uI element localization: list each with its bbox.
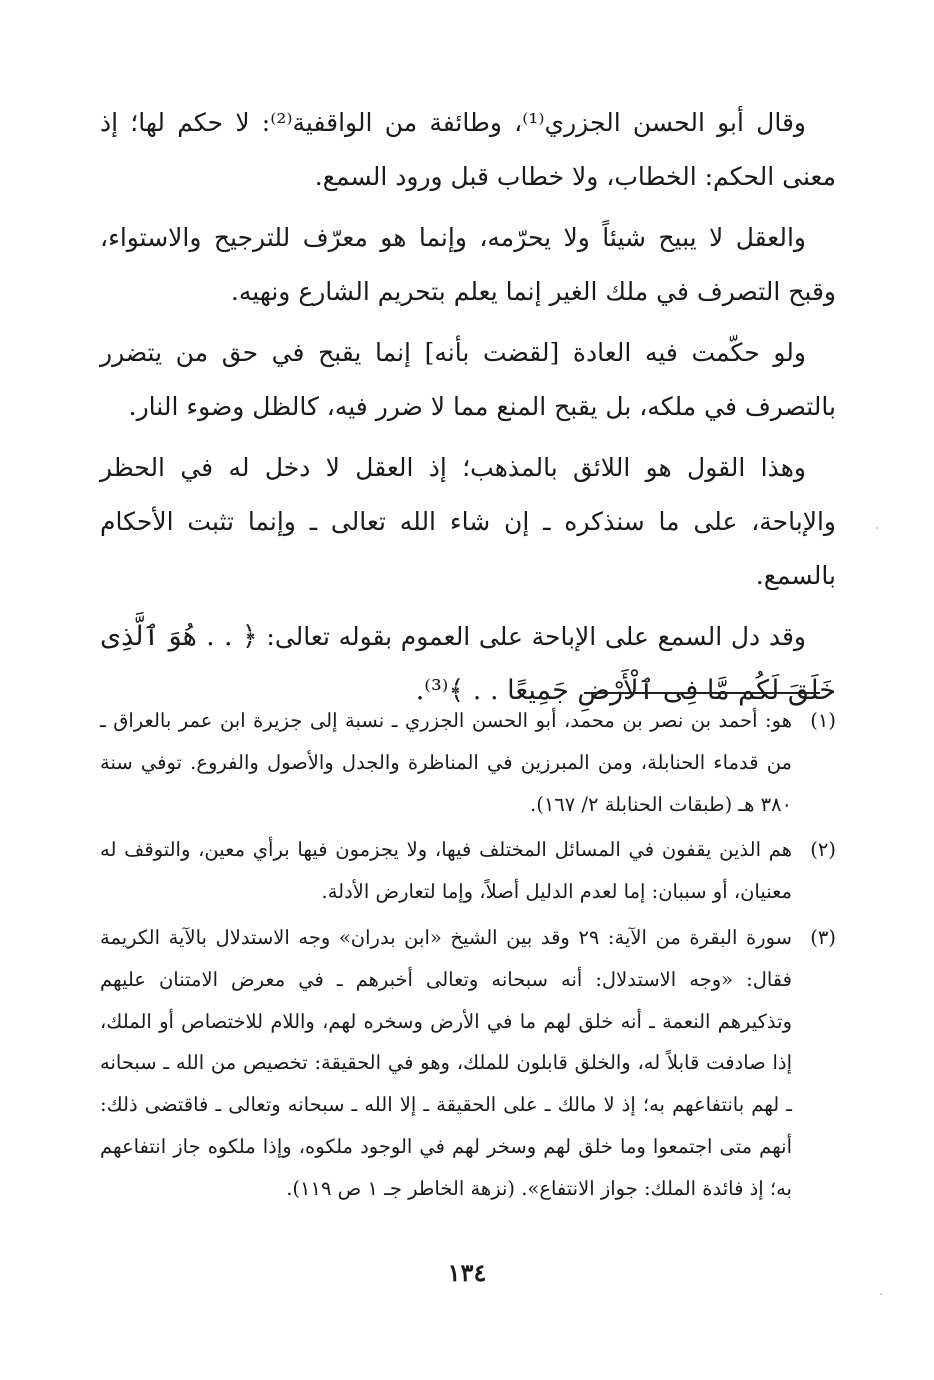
footnote-2	[100, 829, 836, 913]
verse-intro: وقد دل السمع على الإباحة على العموم بقوله تعالى:	[266, 622, 806, 651]
scan-speck	[880, 1293, 882, 1295]
paragraph-3: ولو حكّمت فيه العادة [لقضت بأنه] إنما يقبح في حق من يتضرر بالتصرف في ملكه، بل يقبح المنع مما لا ضرر فيه، كالظل وضوء النار.	[100, 338, 836, 421]
page-number: ١٣٤	[447, 1258, 487, 1287]
paragraph-2: والعقل لا يبيح شيئاً ولا يحرّمه، وإنما هو معرّف للترجيح والاستواء، وقبح التصرف في ملك الغير إنما يعلم بتحريم الشارع ونهيه.	[100, 223, 836, 306]
footnote-3	[100, 917, 836, 1210]
footnote-separator	[584, 692, 820, 694]
main-text-block	[100, 96, 836, 725]
footnote-number: (١)	[810, 709, 836, 732]
paragraph-1: وقال أبو الحسن الجزري⁽¹⁾، وطائفة من الواقفية⁽²⁾: لا حكم لها؛ إذ معنى الحكم: الخطاب، ولا خطاب قبل ورود السمع.	[100, 108, 836, 191]
footnote-number: (٣)	[810, 925, 836, 949]
scan-speck	[876, 527, 878, 529]
paragraph-4: وهذا القول هو اللائق بالمذهب؛ إذ العقل لا دخل له في الحظر والإباحة، على ما سنذكره ـ إن شاء الله تعالى ـ وإنما تثبت الأحكام بالسمع.	[100, 453, 836, 590]
footnote-1	[100, 700, 836, 825]
footnote-number: (٢)	[810, 838, 836, 862]
footnotes-block	[100, 700, 836, 1214]
footnote-text: هم الذين يقفون في المسائل المختلف فيها، ولا يجزمون فيها برأي معين، والتوقف له معنيان، أو سببان: إما لعدم الدليل أصلاً، وإما لتعارض الأدلة.	[100, 838, 792, 904]
footnote-text: سورة البقرة من الآية: ٢٩ وقد بين الشيخ «ابن بدران» وجه الاستدلال بالآية الكريمة فقال: «وجه الاستدلال: أنه سبحانه وتعالى أخبرهم ـ في معرض الامتنان عليهم وتذكيرهم النعمة ـ أنه خلق لهم ما في الأرض وسخره لهم، واللام للاختصاص أو الملك، إذا صادفت قابلاً له، والخلق قابلون للملك، وهو في الحقيقة: تخصيص من الله ـ سبحانه ـ لهم بانتفاعهم به؛ إذ لا مالك ـ على الحقيقة ـ إلا الله ـ سبحانه وتعالى ـ فاقتضى ذلك: أنهم متى اجتمعوا وما خلق لهم وسخر لهم في الوجود ملكوه، وإذا ملكوه جاز انتفاعهم به؛ إذ فائدة الملك: جواز الانتفاع». (نزهة الخاطر جـ ١ ص ١١٩).	[100, 925, 793, 1200]
quran-verse: ﴿ . . هُوَ ٱلَّذِى خَلَقَ لَكُم مَّا فِى ٱلْأَرْضِ جَمِيعًا . . ﴾⁽³⁾.	[100, 621, 836, 706]
footnote-text: هو: أحمد بن نصر بن محمد، أبو الحسن الجزري ـ نسبة إلى جزيرة ابن عمر بالعراق ـ من قدماء الحنابلة، ومن المبرزين في المناظرة والجدل والأصول والفروع. توفي سنة ٣٨٠ هـ (طبقات الحنابلة ٢/ ١٦٧).	[100, 709, 792, 816]
